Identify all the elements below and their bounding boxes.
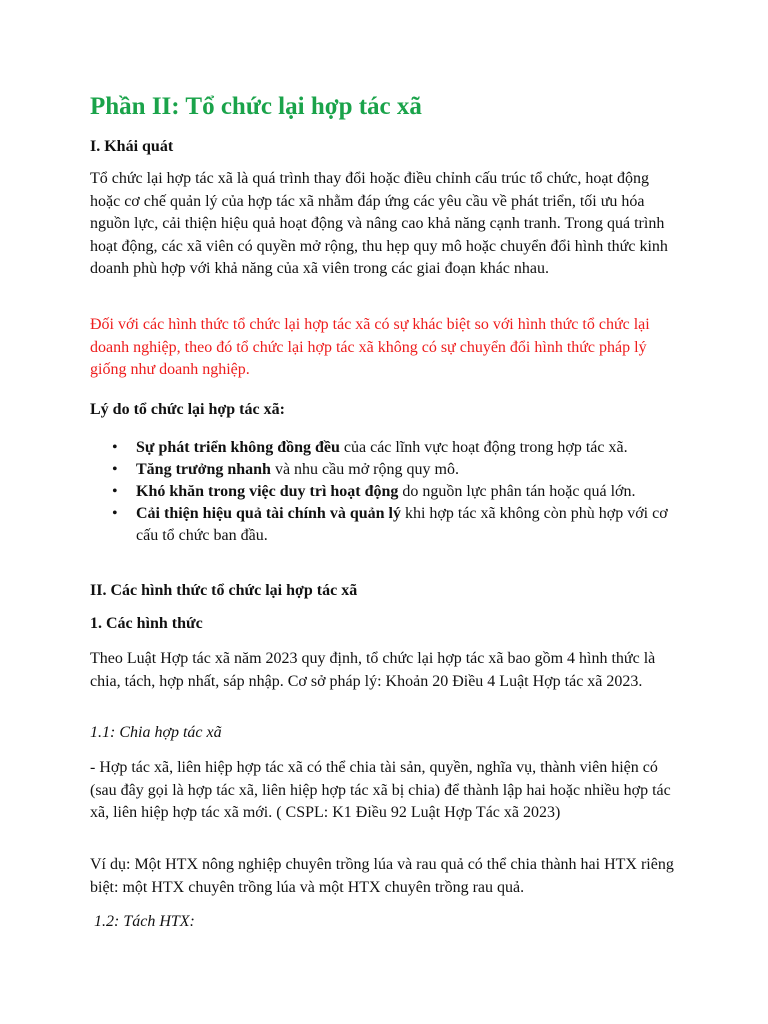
reason-item-text: của các lĩnh vực hoạt động trong hợp tác xã. (339, 439, 628, 456)
overview-note: Đối với các hình thức tổ chức lại hợp tác xã có sự khác biệt so với hình thức tổ chức lại doanh nghiệp, theo đó tổ chức lại hợp tác xã không có sự chuyển đổi hình thức pháp lý giống như doanh nghiệp. (90, 316, 650, 378)
item-1-1-heading: 1.1: Chia hợp tác xã (90, 724, 222, 741)
section-heading-forms: II. Các hình thức tổ chức lại hợp tác xã (90, 582, 358, 599)
reasons-heading: Lý do tổ chức lại hợp tác xã: (90, 401, 285, 418)
reason-item-bold: Tăng trưởng nhanh (136, 461, 271, 478)
bullet-icon: • (112, 439, 118, 456)
reason-item-text: khi hợp tác xã không còn phù hợp với cơ cấu tổ chức ban đầu. (136, 505, 668, 544)
reason-item-text: do nguồn lực phân tán hoặc quá lớn. (398, 483, 636, 500)
item-1-1-paragraph: - Hợp tác xã, liên hiệp hợp tác xã có thể chia tài sản, quyền, nghĩa vụ, thành viên hiện có (sau đây gọi là hợp tác xã, liên hiệp hợp tác xã bị chia) để thành lập hai hoặc nhiều hợp tác xã, liên hiệp hợp tác xã mới. ( CSPL: K1 Điều 92 Luật Hợp Tác xã 2023) (90, 759, 671, 821)
reason-item-text: và nhu cầu mở rộng quy mô. (270, 461, 459, 478)
reason-item-bold: Cải thiện hiệu quả tài chính và quản lý (136, 505, 401, 522)
subsection-heading-forms: 1. Các hình thức (90, 615, 203, 632)
overview-paragraph: Tổ chức lại hợp tác xã là quá trình thay đổi hoặc điều chỉnh cấu trúc tổ chức, hoạt động hoặc cơ chế quản lý của hợp tác xã nhằm đáp ứng các yêu cầu về phát triển, tối ưu hóa nguồn lực, cải thiện hiệu quả hoạt động và nâng cao khả năng cạnh tranh. Trong quá trình hoạt động, các xã viên có quyền mở rộng, thu hẹp quy mô hoặc chuyển đổi hình thức kinh doanh phù hợp với khả năng của xã viên trong các giai đoạn khác nhau. (90, 170, 668, 277)
item-1-2-heading: 1.2: Tách HTX: (90, 913, 195, 930)
section-heading-overview: I. Khái quát (90, 138, 174, 155)
reason-item-bold: Sự phát triển không đồng đều (136, 439, 340, 456)
reason-item (90, 459, 680, 481)
reason-item-bold: Khó khăn trong việc duy trì hoạt động (136, 483, 399, 500)
bullet-icon: • (112, 505, 118, 522)
reason-item (90, 437, 680, 459)
bullet-icon: • (112, 461, 118, 478)
bullet-icon: • (112, 483, 118, 500)
item-1-1-example: Ví dụ: Một HTX nông nghiệp chuyên trồng lúa và rau quả có thể chia thành hai HTX riêng biệt: một HTX chuyên trồng lúa và một HTX chuyên trồng rau quả. (90, 856, 674, 896)
reason-item (90, 503, 680, 547)
reasons-list (90, 437, 680, 547)
reason-item (90, 481, 680, 503)
forms-paragraph: Theo Luật Hợp tác xã năm 2023 quy định, tổ chức lại hợp tác xã bao gồm 4 hình thức là chia, tách, hợp nhất, sáp nhập. Cơ sở pháp lý: Khoản 20 Điều 4 Luật Hợp tác xã 2023. (90, 650, 656, 690)
page-title: Phần II: Tổ chức lại hợp tác xã (90, 93, 422, 120)
